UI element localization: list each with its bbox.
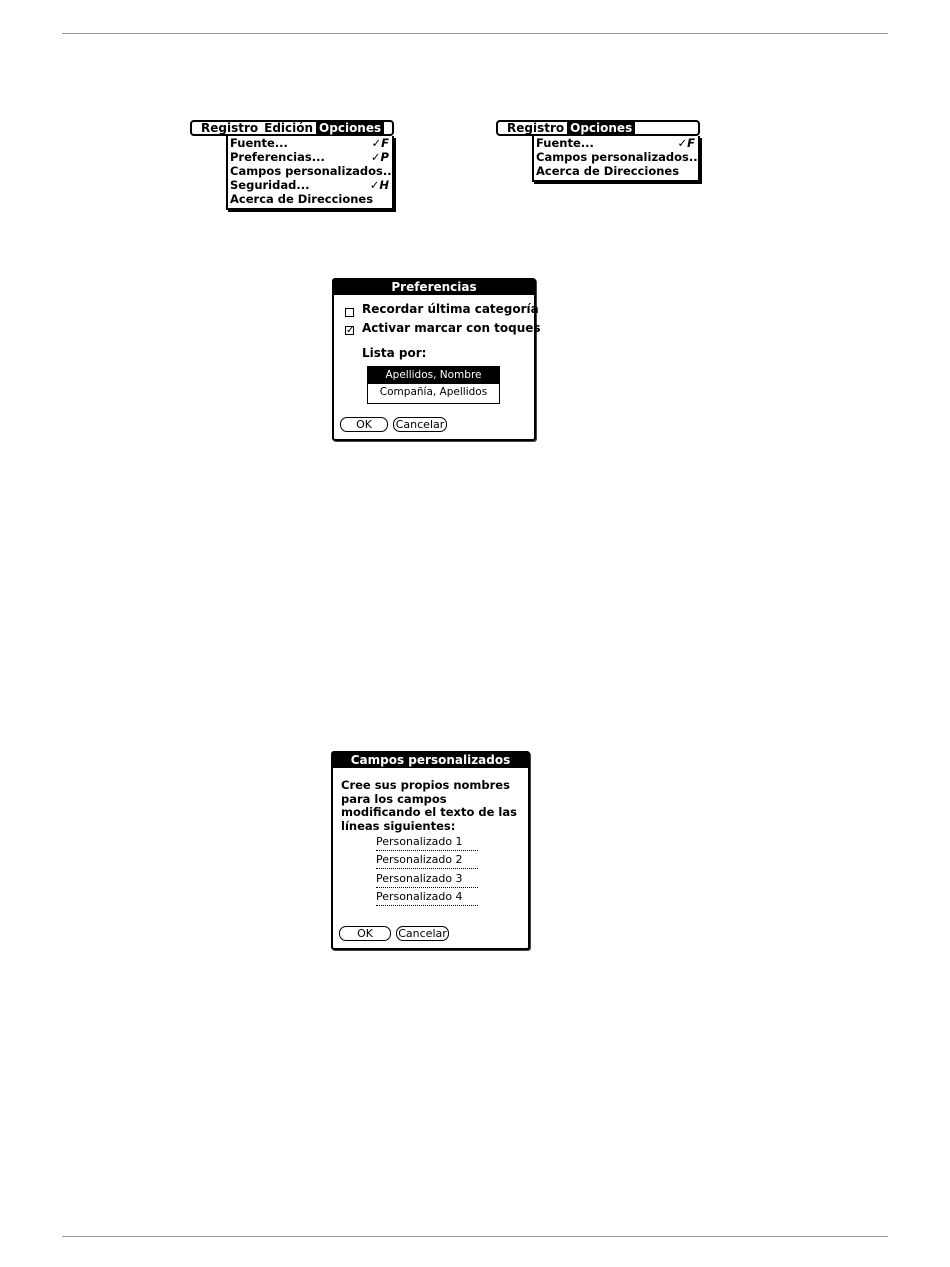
menu-opciones[interactable]: Opciones xyxy=(316,122,384,134)
menu-bar-1 xyxy=(190,120,394,136)
tap-marking-label: Activar marcar con toques xyxy=(362,321,541,335)
menu-opciones[interactable]: Opciones xyxy=(567,122,635,134)
menu-registro[interactable]: Registro xyxy=(201,121,259,135)
remember-category-checkbox[interactable] xyxy=(345,308,354,317)
custom-field-4[interactable]: Personalizado 4 xyxy=(376,890,478,906)
shortcut-label: ✓F xyxy=(371,136,389,150)
custom-fields-dialog xyxy=(331,751,530,950)
menu-item-acerca[interactable]: Acerca de Direcciones xyxy=(230,192,374,206)
menu-item-seguridad[interactable]: Seguridad... ✓H xyxy=(230,178,389,192)
custom-field-2[interactable]: Personalizado 2 xyxy=(376,853,478,869)
instructions-text: Cree sus propios nombres para los campos modificando el texto de las líneas siguientes: xyxy=(341,778,517,833)
menu-item-acerca[interactable]: Acerca de Direcciones xyxy=(536,164,680,178)
cancel-button[interactable]: Cancelar xyxy=(393,417,447,432)
menu-edicion[interactable]: Edición xyxy=(264,121,314,135)
top-rule xyxy=(62,33,888,34)
custom-field-3[interactable]: Personalizado 3 xyxy=(376,872,478,888)
menu-item-campos[interactable]: Campos personalizados... xyxy=(536,150,702,164)
list-item[interactable]: Apellidos, Nombre xyxy=(368,367,499,384)
dialog-title: Campos personalizados xyxy=(333,753,528,768)
shortcut-label: ✓F xyxy=(677,136,695,150)
sort-order-list xyxy=(367,366,500,404)
options-menu-1 xyxy=(226,136,394,210)
menu-item-campos[interactable]: Campos personalizados... xyxy=(230,164,396,178)
custom-field-1[interactable]: Personalizado 1 xyxy=(376,835,478,851)
menu-item-preferencias[interactable]: Preferencias... ✓P xyxy=(230,150,389,164)
list-item[interactable]: Compañía, Apellidos xyxy=(379,386,488,398)
menu-item-fuente[interactable]: Fuente... ✓F xyxy=(230,136,389,150)
shortcut-label: ✓H xyxy=(369,178,389,192)
cancel-button[interactable]: Cancelar xyxy=(396,926,449,941)
ok-button[interactable]: OK xyxy=(340,417,388,432)
ok-button[interactable]: OK xyxy=(339,926,391,941)
bottom-rule xyxy=(62,1236,888,1237)
preferences-dialog xyxy=(332,278,541,441)
tap-marking-checkbox[interactable]: ✓ xyxy=(346,325,355,336)
remember-category-label: Recordar última categoría xyxy=(362,302,539,316)
shortcut-label: ✓P xyxy=(370,150,389,164)
dialog-title: Preferencias xyxy=(334,280,534,295)
options-menu-2 xyxy=(532,136,700,182)
menu-bar-2 xyxy=(496,120,700,136)
list-by-label: Lista por: xyxy=(362,346,427,360)
menu-registro[interactable]: Registro xyxy=(507,121,565,135)
menu-item-fuente[interactable]: Fuente... ✓F xyxy=(536,136,695,150)
